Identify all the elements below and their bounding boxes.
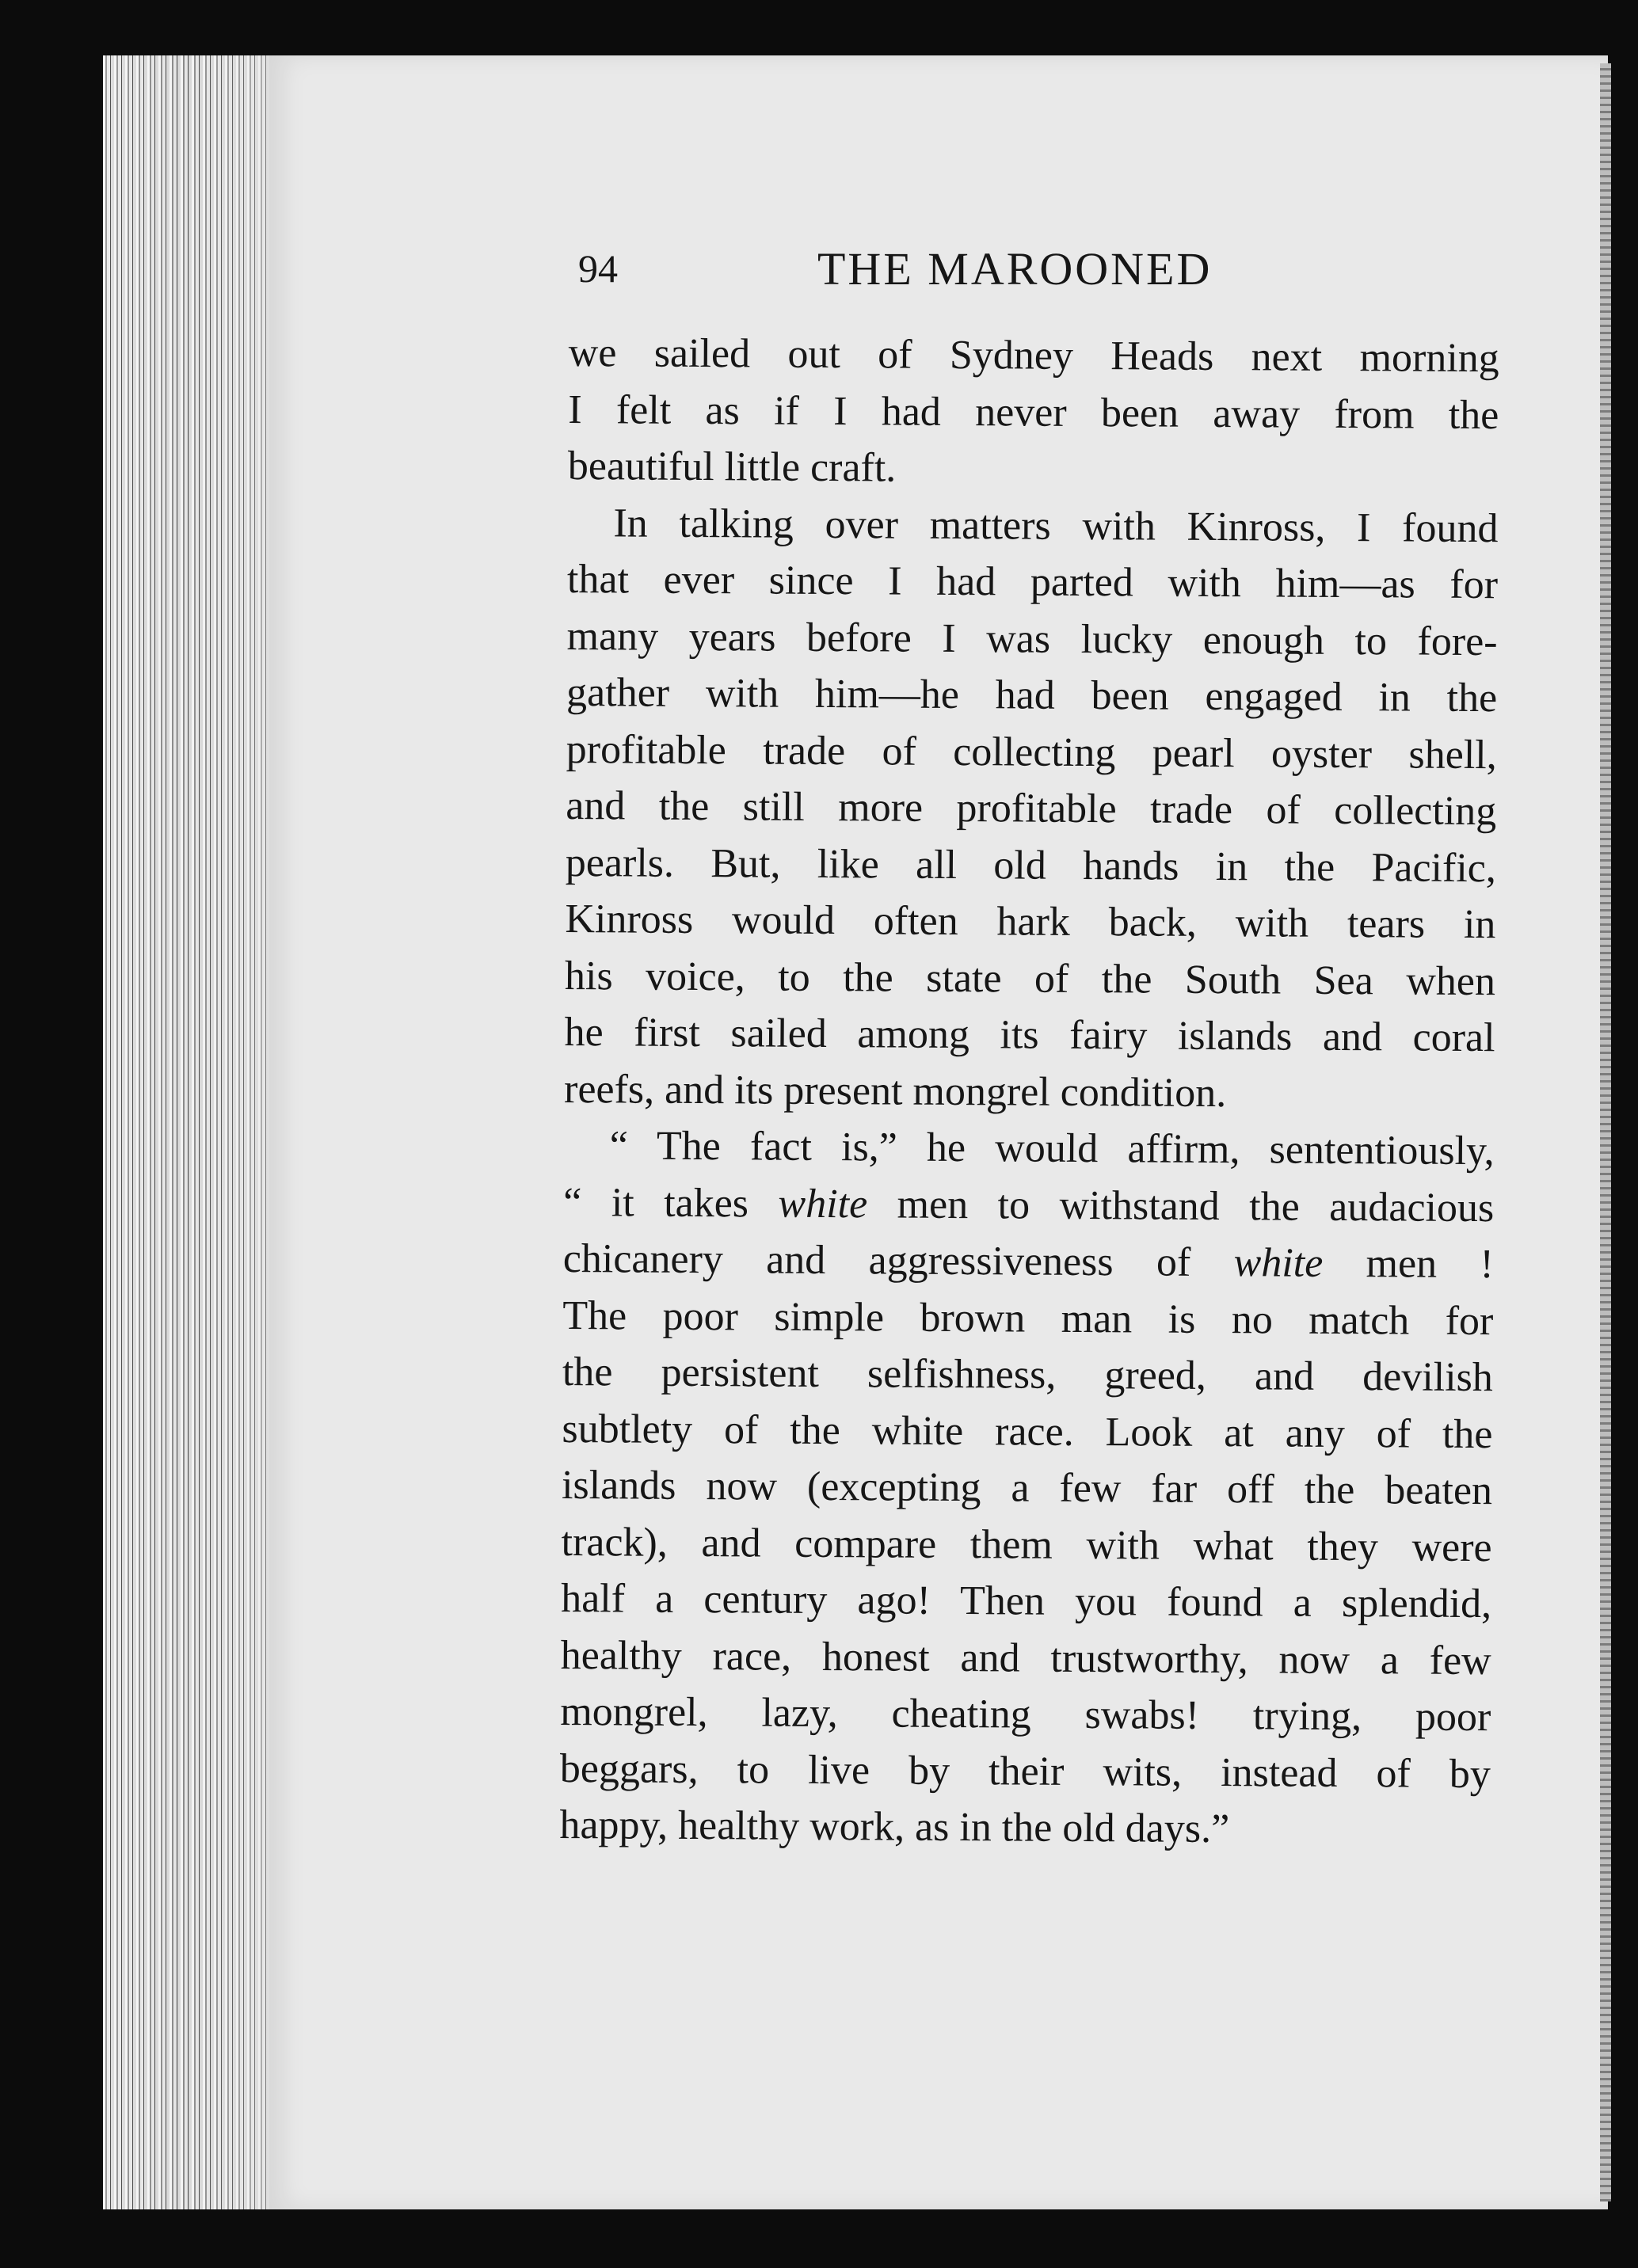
text-line [561,1570,1491,1633]
page-right-edge [1600,63,1611,2201]
text-line [564,1004,1495,1067]
text-line [565,891,1495,953]
text-line [566,721,1497,783]
italic-word: white [778,1181,868,1227]
text-run: profitable trade of collecting pearl oyster shell, [566,726,1497,778]
text-run: beggars, to live by their wits, instead of by [559,1745,1491,1797]
text-run: his voice, to the state of the South Sea when [564,953,1496,1004]
text-run: chicanery and aggressiveness of [562,1235,1234,1286]
text-line [562,1287,1493,1349]
text-line [560,1740,1491,1802]
italic-word: white [1233,1240,1324,1286]
text-run: pearls. But, like all old hands in the Pacific, [565,839,1497,891]
text-run: “ The fact is,” he would affirm, sententiously, [609,1123,1495,1174]
text-run: track), and compare them with what they were [561,1519,1492,1570]
text-run: gather with him—he had been engaged in the [566,669,1498,721]
text-line [560,1684,1491,1746]
text-line [561,1513,1491,1576]
text-run: subtlety of the white race. Look at any of the [562,1406,1493,1457]
text-line [562,1457,1492,1520]
text-run: half a century ago! Then you found a splendid, [561,1575,1492,1627]
text-run: and the still more profitable trade of collecting [566,782,1497,835]
running-title: THE MAROONED [817,243,1213,295]
text-line [566,664,1497,727]
text-line [568,438,1499,500]
text-run: men ! [1323,1240,1494,1288]
text-run: islands now (excepting a few far off the beaten [561,1462,1493,1514]
page-number: 94 [578,246,618,291]
text-line [566,778,1496,840]
text-line [563,1117,1494,1180]
text-line [567,494,1498,557]
text-line [563,1174,1494,1236]
text-run: mongrel, lazy, cheating swabs! trying, poor [560,1688,1491,1741]
text-run: we sailed out of Sydney Heads next morning [568,329,1499,382]
text-run: reefs, and its present mongrel condition. [563,1066,1227,1116]
text-line [568,381,1499,443]
text-run: happy, healthy work, as in the old days.” [559,1802,1230,1852]
body-text [559,325,1499,1859]
text-run: I felt as if I had never been away from the [568,386,1499,438]
text-line [566,834,1496,896]
text-run: he first sailed among its fairy islands and coral [564,1009,1495,1061]
text-line [561,1627,1491,1689]
text-run: the persistent selfishness, greed, and devilish [562,1349,1494,1401]
text-line [569,325,1499,387]
text-run: “ it takes [563,1179,779,1227]
text-run: beautiful little craft. [567,443,897,491]
text-line [562,1344,1493,1406]
text-run: Kinross would often hark back, with tears in [565,896,1496,948]
text-line [565,947,1495,1010]
text-run: healthy race, honest and trustworthy, now a few [560,1632,1491,1684]
text-run: men to withstand the audacious [867,1181,1495,1231]
text-line [566,607,1497,670]
text-line [563,1231,1494,1293]
running-head [578,242,1497,306]
text-line [564,1060,1495,1123]
text-line [567,551,1498,614]
text-run: The poor simple brown man is no match for [562,1292,1494,1344]
text-run: many years before I was lucky enough to fore- [566,613,1498,664]
text-run: In talking over matters with Kinross, I found [613,500,1499,551]
text-line [559,1797,1490,1859]
text-run: that ever since I had parted with him—as for [566,556,1499,608]
text-line [562,1400,1492,1463]
